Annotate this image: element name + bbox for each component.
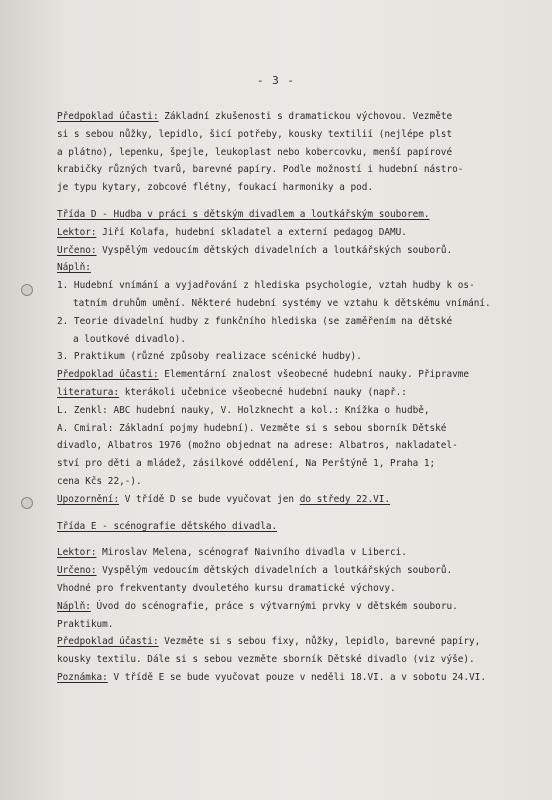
- line: divadlo, Albatros 1976 (možno objednat na adrese: Albatros, nakladatel-: [57, 440, 458, 452]
- line: Určeno: Vyspělým vedoucím dětských divadelních a loutkářských souborů.: [57, 244, 453, 256]
- class-e-title: Třída E - scénografie dětského divadla.: [57, 520, 278, 532]
- line: Lektor: Jiří Kolafa, hudební skladatel a externí pedagog DAMU.: [57, 226, 407, 238]
- line: Upozornění: V třídě D se bude vyučovat jen do středy 22.VI.: [57, 493, 391, 505]
- line: 2. Teorie divadelní hudby z funkčního hlediska (se zaměřením na dětské: [57, 315, 453, 327]
- line: Náplň: Úvod do scénografie, práce s výtvarnými prvky v dětském souboru.: [57, 600, 458, 612]
- line: Předpoklad účasti: Vezměte si s sebou fixy, nůžky, lepidlo, barevné papíry,: [57, 636, 481, 648]
- section-label: Předpoklad účasti:: [57, 111, 159, 122]
- line: 1. Hudební vnímání a vyjadřování z hlediska psychologie, vztah hudby k os-: [57, 280, 475, 292]
- line: Poznámka: V třídě E se bude vyučovat pouze v neděli 18.VI. a v sobotu 24.VI.: [57, 671, 486, 683]
- punch-hole: [21, 284, 33, 296]
- line: Vhodné pro frekventanty dvouletého kursu dramatické výchovy.: [57, 582, 396, 594]
- line: tatním druhům umění. Některé hudební systémy ve vztahu k dětskému vnímání.: [73, 297, 491, 309]
- line: A. Cmiral: Základní pojmy hudební). Vezměte si s sebou sborník Dětské: [57, 422, 447, 434]
- page-number: - 3 -: [256, 74, 296, 87]
- line: krabičky různých tvarů, barevné papíry. Podle možností i hudební nástro-: [57, 164, 464, 176]
- line: a loutkové divadlo).: [73, 333, 186, 345]
- line: ství pro děti a mládež, zásilkové oddělení, Na Perštýně 1, Praha 1;: [57, 458, 436, 470]
- line: Náplň:: [57, 262, 91, 274]
- line: 3. Praktikum (různé způsoby realizace scénické hudby).: [57, 351, 362, 363]
- line: Určeno: Vyspělým vedoucím dětských divadelních a loutkářských souborů.: [57, 565, 453, 577]
- punch-hole: [21, 497, 33, 509]
- line: je typu kytary, zobcové flétny, foukací harmoniky a pod.: [57, 182, 374, 194]
- line: si s sebou nůžky, lepidlo, šicí potřeby, kousky textilií (nejlépe plst: [57, 128, 453, 140]
- document-body: [57, 108, 517, 687]
- line: Praktikum.: [57, 618, 114, 630]
- line: Lektor: Miroslav Melena, scénograf Naivního divadla v Liberci.: [57, 547, 407, 559]
- line: literatura: kterákoli učebnice všeobecné hudební nauky (např.:: [57, 386, 407, 398]
- line: Předpoklad účasti: Elementární znalost všeobecné hudební nauky. Připravme: [57, 369, 470, 381]
- line: kousky textilu. Dále si s sebou vezměte sborník Dětské divadlo (viz výše).: [57, 654, 475, 666]
- class-d-title: Třída D - Hudba v práci s dětským divadlem a loutkářským souborem.: [57, 208, 430, 220]
- line: Předpoklad účasti: Základní zkušenosti s dramatickou výchovou. Vezměte: [57, 111, 453, 122]
- line: L. Zenkl: ABC hudební nauky, V. Holzknecht a kol.: Knížka o hudbě,: [57, 404, 430, 416]
- line: cena Kčs 22,-).: [57, 475, 142, 487]
- line: a plátno), lepenku, špejle, leukoplast nebo kobercovku, menší papírové: [57, 146, 453, 158]
